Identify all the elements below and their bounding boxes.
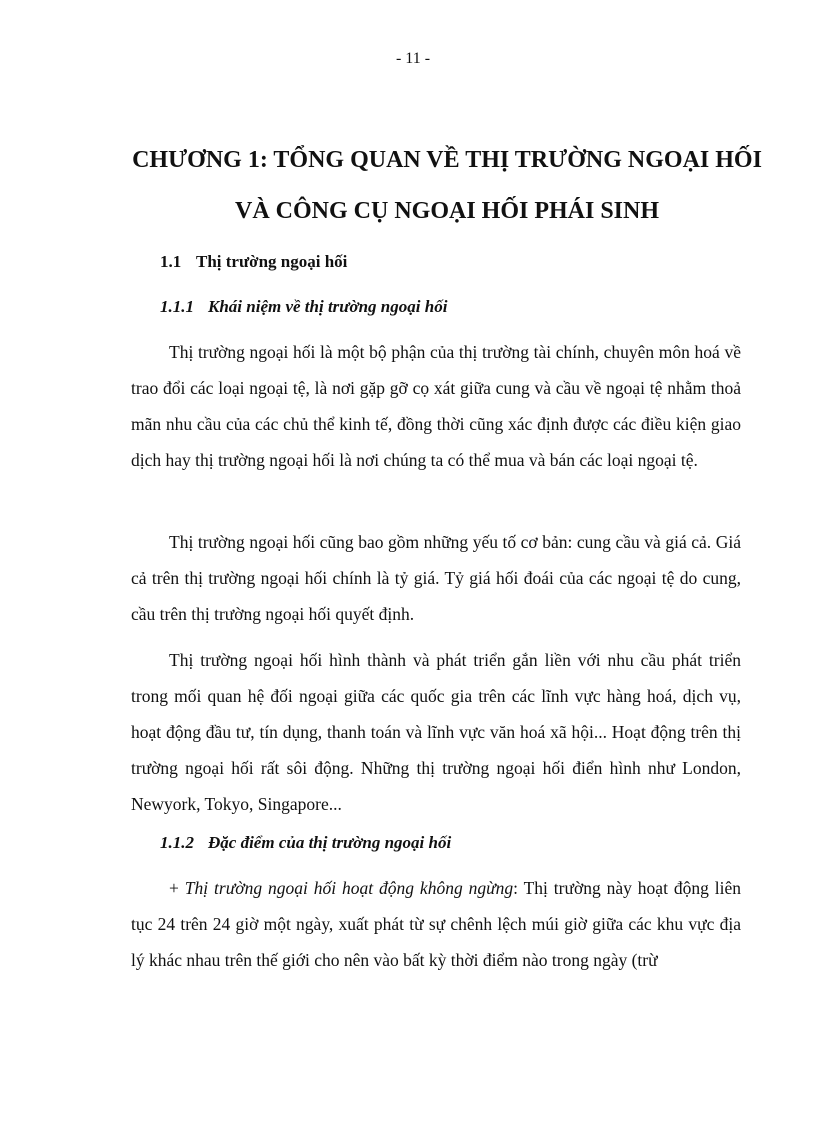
bullet-prefix: + [169,878,185,898]
section-title: Khái niệm về thị trường ngoại hối [208,297,448,316]
section-heading-1-1 [160,252,347,272]
paragraph-development: Thị trường ngoại hối hình thành và phát triển gắn liền với nhu cầu phát triển trong mối quan hệ đối ngoại giữa các quốc gia trên các lĩnh vực hàng hoá, dịch vụ, hoạt động đầu tư, tín dụng, thanh toán và lĩnh vực văn hoá xã hội... Hoạt động trên thị trường ngoại hối rất sôi động. Những thị trường ngoại hối điển hình như London, Newyork, Tokyo, Singapore... [131,650,741,814]
paragraph-characteristic-bullet [131,870,741,978]
paragraph-elements: Thị trường ngoại hối cũng bao gồm những yếu tố cơ bản: cung cầu và giá cả. Giá cả trên thị trường ngoại hối chính là tỷ giá. Tỷ giá hối đoái của các ngoại tệ do cung, cầu trên thị trường ngoại hối quyết định. [131,532,741,624]
section-number: 1.1.2 [160,833,194,852]
bullet-italic-lead: Thị trường ngoại hối hoạt động không ngừng [184,878,514,898]
section-heading-1-1-2 [160,833,451,853]
section-heading-1-1-1 [160,297,447,317]
chapter-title-line-1: CHƯƠNG 1: TỔNG QUAN VỀ THỊ TRƯỜNG NGOẠI HỐI [132,147,762,173]
section-number: 1.1.1 [160,297,194,316]
paragraph-definition: Thị trường ngoại hối là một bộ phận của thị trường tài chính, chuyên môn hoá về trao đổi các loại ngoại tệ, là nơi gặp gỡ cọ xát giữa cung và cầu về ngoại tệ nhằm thoả mãn nhu cầu của các chủ thể kinh tế, đồng thời cũng xác định được các điều kiện giao dịch hay thị trường ngoại hối là nơi chúng ta có thể mua và bán các loại ngoại tệ. [131,342,741,470]
section-title: Thị trường ngoại hối [196,252,348,271]
bullet-body: : Thị trường này hoạt động liên tục 24 trên 24 giờ một ngày, xuất phát từ sự chênh lệch múi giờ giữa các khu vực địa lý khác nhau trên thế giới cho nên vào bất kỳ thời điểm nào trong ngày (trừ [131,878,741,970]
section-number: 1.1 [160,252,182,271]
page-number: - 11 - [395,50,431,67]
chapter-title-line-2: VÀ CÔNG CỤ NGOẠI HỐI PHÁI SINH [234,198,660,224]
section-title: Đặc điểm của thị trường ngoại hối [208,833,452,852]
